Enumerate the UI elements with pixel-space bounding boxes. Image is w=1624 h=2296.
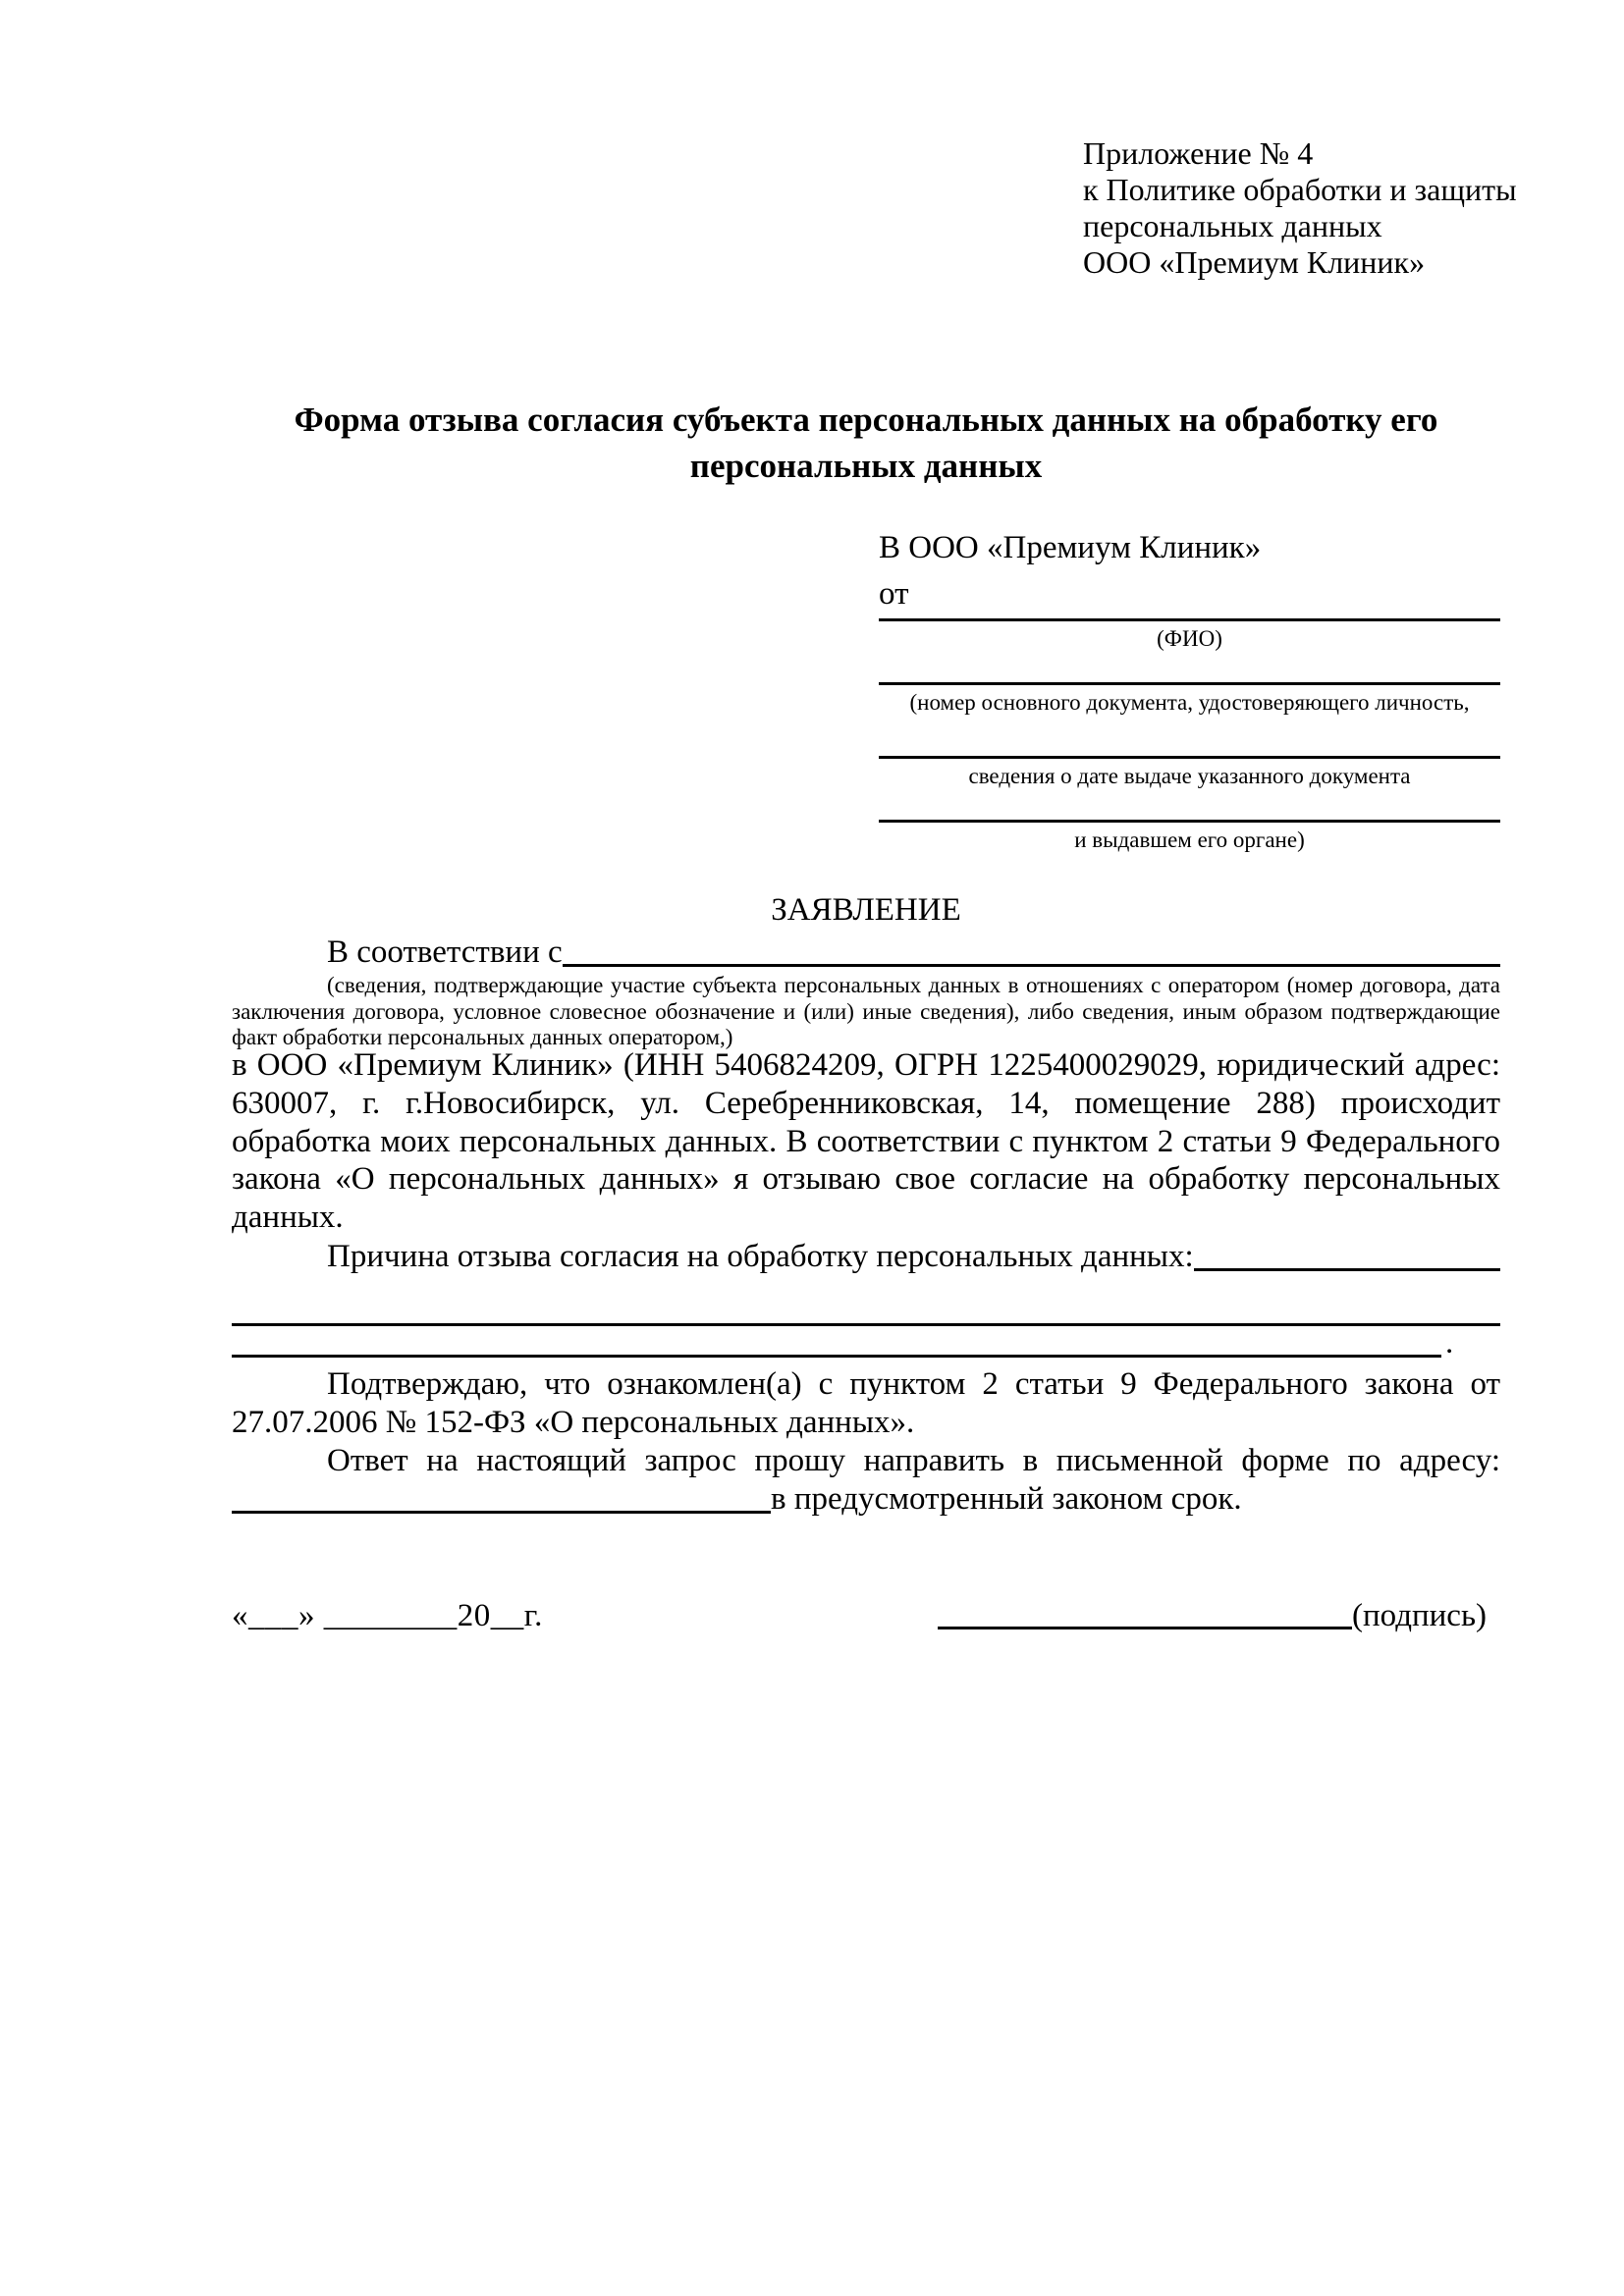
document-number-caption: (номер основного документа, удостоверяющего личность,	[909, 690, 1470, 715]
reason-blank-line-3	[232, 1355, 1441, 1358]
issuing-authority-blank-field	[879, 820, 1500, 880]
appendix-line-2: к Политике обработки и защиты	[1083, 172, 1517, 207]
addressee-from-label: от	[879, 576, 909, 612]
appendix-line-4: ООО «Премиум Клиник»	[1083, 244, 1426, 280]
confirmation-paragraph: Подтверждаю, что ознакомлен(а) с пунктом 2 статьи 9 Федерального закона от 27.07.2006 № 152-ФЗ «О персональных данных».	[232, 1366, 1500, 1440]
reason-period: .	[1445, 1325, 1454, 1361]
reason-line	[232, 1238, 1500, 1276]
reason-blank-line-1	[1194, 1238, 1500, 1271]
fio-blank-field	[879, 618, 1500, 682]
reason-label: Причина отзыва согласия на обработку персональных данных:	[327, 1239, 1194, 1274]
addressee-block	[879, 526, 1500, 880]
reply-address-line	[232, 1480, 1500, 1519]
document-title: Форма отзыва согласия субъекта персональных данных на обработку его персональных данных	[294, 400, 1438, 485]
signature-blank-line	[938, 1597, 1352, 1629]
reply-request-tail: в предусмотренный законом срок.	[771, 1481, 1242, 1517]
appendix-line-1: Приложение № 4	[1083, 135, 1314, 171]
main-paragraph: в ООО «Премиум Клиник» (ИНН 5406824209, ОГРН 1225400029029, юридический адрес: 630007, г. г.Новосибирск, ул. Серебренниковская, 14, помещение 288) происходит обработка моих персональных данных. В соответствии с пунктом 2 статьи 9 Федерального закона «О персональных данных» я отзываю свое согласие на обработку персональных данных.	[232, 1047, 1500, 1236]
document-number-blank-field	[879, 682, 1500, 756]
reply-request-line: Ответ на настоящий запрос прошу направить в письменной форме по адресу:	[327, 1443, 1500, 1478]
appendix-line-3: персональных данных	[1083, 208, 1382, 243]
date-field: «___» ________20__г.	[232, 1598, 543, 1633]
reason-blank-line-2	[232, 1323, 1500, 1326]
fio-caption: (ФИО)	[1157, 626, 1222, 651]
signature-group	[938, 1597, 1487, 1635]
addressee-organization: В ООО «Премиум Клиник»	[879, 530, 1262, 565]
legal-note: (сведения, подтверждающие участие субъекта персональных данных в отношениях с оператором (номер договора, дата заключения договора, условное словесное обозначение и (или) иные сведения), либо сведения, иным образом подтверждающие факт обработки персональных данных оператором,)	[232, 973, 1500, 1049]
signature-caption: (подпись)	[1352, 1598, 1487, 1633]
issue-date-caption: сведения о дате выдаче указанного документа	[968, 764, 1411, 788]
accordance-line	[232, 934, 1500, 972]
address-blank-line	[232, 1480, 771, 1514]
issuing-authority-caption: и выдавшем его органе)	[1074, 828, 1305, 852]
issue-date-blank-field	[879, 756, 1500, 820]
signature-row	[232, 1597, 1500, 1635]
accordance-blank-line	[563, 934, 1500, 967]
accordance-label: В соответствии с	[327, 934, 563, 970]
statement-heading: ЗАЯВЛЕНИЕ	[771, 892, 961, 928]
appendix-header	[1083, 135, 1517, 281]
